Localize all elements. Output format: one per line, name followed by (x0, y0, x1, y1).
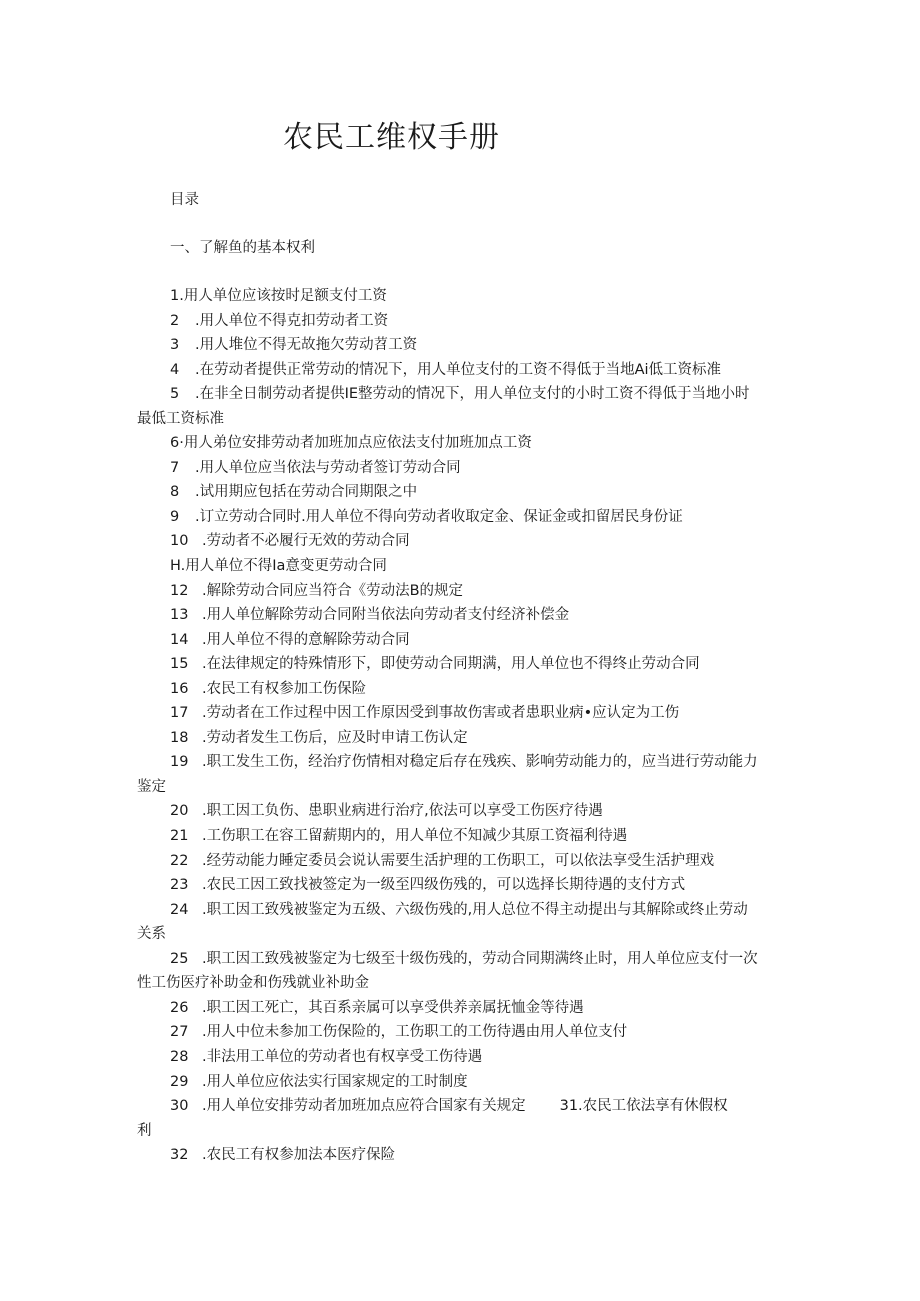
toc-item-line (137, 607, 569, 623)
toc-item-line (137, 877, 685, 893)
toc-item-line (137, 533, 410, 549)
toc-item-number: 7 (170, 459, 180, 476)
toc-item-line (137, 1074, 468, 1090)
toc-item-continuation: 鉴定 (137, 778, 166, 795)
toc-item-text: 用人弟位安排劳动者加班加点应依法支付加班加点工资 (183, 435, 532, 452)
toc-item-line (137, 754, 758, 770)
toc-item-line (137, 705, 679, 721)
toc-item-text: .职工因工致残被鉴定为五级、六级伤残的,用人总位不得主动提出与其解除或终止劳动 (202, 901, 748, 918)
toc-item (137, 579, 792, 604)
toc-item-number: 12 (170, 582, 189, 599)
toc-item (137, 652, 792, 677)
toc-item (137, 480, 792, 505)
section-heading: 一、了解鱼的基本权利 (170, 240, 315, 256)
toc-item-text: .试用期应包括在劳动合同期限之中 (195, 484, 418, 501)
toc-item-text: .解除劳动合同应当符合《劳动法B的规定 (202, 582, 464, 599)
toc-item-number: 19 (170, 754, 189, 771)
toc-item-line (137, 435, 532, 451)
toc-item-continuation: 性工伤医疗补助金和伤残就业补助金 (137, 975, 369, 992)
toc-item-text: .工伤职工在容工留薪期内的，用人单位不知减少其原工资福利待遇 (202, 828, 628, 845)
toc-item-text: .职工因工死亡，其百系亲属可以享受供养亲属抚恤金等待遇 (202, 999, 584, 1016)
toc-item-line (137, 828, 627, 844)
toc-item-number: 24 (170, 901, 189, 918)
toc-item-text: .在非全日制劳动者提供IE整劳动的情况下，用人单位支付的小时工资不得低于当地小时 (195, 386, 750, 403)
toc-item-number: 26 (170, 999, 189, 1016)
toc-item-text: 用人单位不得Ia意变更劳动合同 (185, 558, 387, 575)
toc-item-text: .用人单位不得的意解除劳动合同 (202, 631, 410, 648)
toc-item-text: .经劳动能力睡定委员会说认需要生活护理的工伤职工，可以依法享受生活护理戏 (202, 852, 715, 869)
toc-item-number: 28 (170, 1048, 189, 1065)
toc-item-text: .职工因工负伤、患职业病进行治疗,依法可以享受工伤医疗待遇 (202, 803, 603, 820)
toc-item (137, 824, 792, 849)
toc-item (137, 849, 792, 874)
toc-item-inline-next: 31.农民工依法享有休假权 (559, 1098, 728, 1115)
toc-item-text: .在法律规定的特殊情形下，即使劳动合同期满，用人单位也不得终止劳动合同 (202, 656, 700, 673)
toc-item (137, 333, 792, 358)
toc-item-line (137, 803, 603, 819)
toc-item-number: 9 (170, 508, 180, 525)
toc-item-text: .劳动者在工作过程中因工作原因受到事故伤害或者患职业病•应认定为工伤 (202, 705, 680, 722)
toc-item-line (137, 362, 721, 378)
toc-item-text: .用人堆位不得无故拖欠劳动苕工资 (195, 337, 418, 354)
toc-item (137, 1020, 792, 1045)
toc-item-text: .用人单位应当依法与劳动者签订劳动合同 (195, 459, 461, 476)
toc-item-text: .劳动者发生工伤后，应及时申请工伤认定 (202, 729, 468, 746)
toc-item-line (137, 1000, 584, 1016)
toc-item (137, 996, 792, 1021)
toc-item-line (137, 1098, 728, 1114)
toc-item-number: 4 (170, 361, 180, 378)
toc-item-number: 6· (170, 435, 184, 452)
toc-item-text: 用人单位应该按时足额支付工资 (183, 288, 387, 304)
toc-item-number: 13 (170, 607, 189, 624)
toc-item-line (137, 484, 417, 500)
toc-item (137, 947, 792, 996)
toc-item (137, 726, 792, 751)
toc-item-number: 20 (170, 803, 189, 820)
toc-list (137, 284, 792, 1168)
toc-item-continuation: 最低工资标准 (137, 410, 224, 427)
toc-item (137, 382, 792, 431)
toc-item-number: 17 (170, 705, 189, 722)
toc-item-number: 2 (170, 312, 180, 329)
toc-item-number: 22 (170, 852, 189, 869)
toc-item (137, 1094, 792, 1143)
toc-item-line (137, 1147, 395, 1163)
toc-item-text: .农民工因工致找被签定为一级至四级伤残的，可以选择长期待遇的支付方式 (202, 877, 686, 894)
toc-item (137, 529, 792, 554)
toc-item-number: 16 (170, 680, 189, 697)
toc-item-line (137, 386, 750, 402)
toc-item-line (137, 558, 387, 574)
toc-item-line (137, 313, 388, 329)
toc-item (137, 1143, 792, 1168)
toc-item-line (137, 1049, 482, 1065)
toc-item-number: 14 (170, 631, 189, 648)
toc-item-line (137, 902, 748, 918)
toc-item-number: 18 (170, 729, 189, 746)
document-title: 农民工维权手册 (283, 120, 500, 155)
toc-item-line (137, 288, 387, 304)
toc-item (137, 750, 792, 799)
toc-item (137, 898, 792, 947)
toc-item-continuation: 利 (137, 1122, 152, 1139)
toc-item-line (137, 509, 683, 525)
toc-item-text: .用人单位安排劳动者加班加点应符合国家有关规定 (202, 1098, 526, 1115)
toc-item-number: 29 (170, 1073, 189, 1090)
toc-item (137, 628, 792, 653)
toc-item-number: 25 (170, 950, 189, 967)
toc-item (137, 1045, 792, 1070)
toc-item-text: .农民工有权参加法本医疗保险 (202, 1147, 396, 1164)
toc-item-number: 5 (170, 386, 180, 403)
toc-label: 目录 (170, 192, 199, 208)
toc-item-continuation: 关系 (137, 926, 166, 943)
toc-item-line (137, 1024, 627, 1040)
toc-item-number: 3 (170, 337, 180, 354)
toc-item-text: .订立劳动合同时.用人单位不得向劳动者收取定金、保证金或扣留居民身份证 (195, 508, 683, 525)
toc-item (137, 505, 792, 530)
toc-item-text: .在劳动者提供正常劳动的情况下，用人单位支付的工资不得低于当地Ai低工资标准 (195, 361, 722, 378)
toc-item-text: .职工发生工伤，经治疗伤情相对稳定后存在残疾、影响劳动能力的，应当进行劳动能力 (202, 754, 758, 771)
toc-item-number: 32 (170, 1147, 189, 1164)
toc-item (137, 799, 792, 824)
toc-item (137, 431, 792, 456)
toc-item-text: .劳动者不必履行无效的劳动合同 (202, 533, 410, 550)
toc-item-number: 21 (170, 828, 189, 845)
toc-item (137, 873, 792, 898)
toc-item-line (137, 951, 758, 967)
toc-item-number: 23 (170, 877, 189, 894)
toc-item-text: .职工因工致残被鉴定为七级至十级伤残的，劳动合同期满终止时，用人单位应支付一次 (202, 950, 758, 967)
toc-item-number: 10 (170, 533, 189, 550)
toc-item (137, 358, 792, 383)
toc-item-number: H. (170, 558, 186, 575)
toc-item-text: .农民工有权参加工伤保险 (202, 680, 367, 697)
toc-item-line (137, 583, 463, 599)
toc-item (137, 701, 792, 726)
toc-item (137, 677, 792, 702)
toc-item-text: .非法用工单位的劳动者也有权享受工伤待遇 (202, 1048, 483, 1065)
toc-item-line (137, 632, 410, 648)
toc-item-text: .用人单位解除劳动合同附当依法向劳动者支付经济补偿金 (202, 607, 570, 624)
toc-item (137, 284, 792, 309)
toc-item-line (137, 656, 700, 672)
toc-item (137, 603, 792, 628)
toc-item-line (137, 730, 468, 746)
toc-item-number: 1. (170, 288, 184, 304)
toc-item (137, 456, 792, 481)
toc-item-text: .用人中位未参加工伤保险的，工伤职工的工伤待遇由用人单位支付 (202, 1024, 628, 1041)
toc-item (137, 554, 792, 579)
toc-item-text: .用人单位应依法实行国家规定的工时制度 (202, 1073, 468, 1090)
toc-item-number: 30 (170, 1098, 189, 1115)
toc-item-line (137, 853, 714, 869)
toc-item-number: 27 (170, 1024, 189, 1041)
toc-item-line (137, 460, 461, 476)
toc-item-line (137, 681, 366, 697)
toc-item-line (137, 337, 417, 353)
toc-item-number: 8 (170, 484, 180, 501)
toc-item (137, 309, 792, 334)
toc-item (137, 1070, 792, 1095)
toc-item-text: .用人单位不得克扣劳动者工资 (195, 312, 389, 329)
toc-item-number: 15 (170, 656, 189, 673)
